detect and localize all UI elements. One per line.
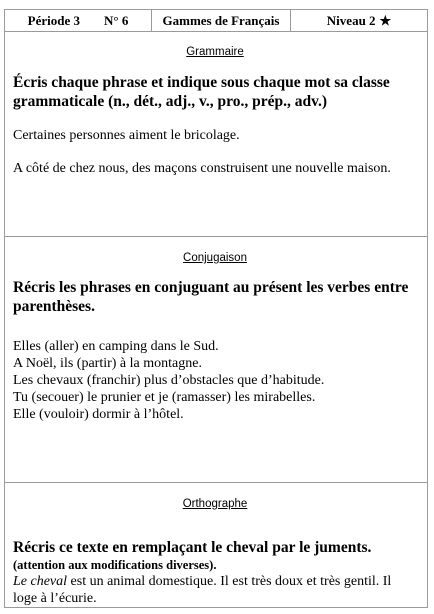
grammaire-sentence: Certaines personnes aiment le bricolage. bbox=[13, 128, 240, 143]
grammaire-instruction: Écris chaque phrase et indique sous chaque mot sa classe grammaticale (n., dét., adj., v., pro., prép., adv.) bbox=[13, 74, 390, 110]
star-icon: ★ bbox=[379, 12, 392, 28]
orthographe-instruction: Récris ce texte en remplaçant le cheval par le juments. bbox=[13, 539, 372, 556]
section-title-orthographe: Orthographe bbox=[182, 498, 248, 510]
section-grammaire bbox=[5, 31, 427, 237]
header-row bbox=[5, 10, 427, 32]
conjugaison-sentence: Elle (vouloir) dormir à l’hôtel. bbox=[13, 407, 184, 422]
section-orthographe bbox=[5, 483, 427, 607]
conjugaison-sentence: Elles (aller) en camping dans le Sud. bbox=[13, 339, 219, 354]
conjugaison-sentence: Tu (secouer) le prunier et je (ramasser) les mirabelles. bbox=[13, 390, 316, 405]
conjugaison-instruction-line2: parenthèses. bbox=[13, 298, 95, 315]
conjugaison-sentence: Les chevaux (franchir) plus d’obstacles que d’habitude. bbox=[13, 373, 325, 388]
conjugaison-instruction-line1: Récris les phrases en conjuguant au présent les verbes entre bbox=[13, 279, 409, 296]
orthographe-text-rest: est un animal domestique. Il est très doux et très gentil. Il loge à l’écurie. bbox=[13, 574, 392, 606]
section-conjugaison bbox=[5, 237, 427, 483]
orthographe-text bbox=[13, 573, 417, 607]
worksheet bbox=[4, 9, 428, 608]
header-title: Gammes de Français bbox=[152, 10, 291, 31]
orthographe-text-italic: Le cheval bbox=[13, 574, 68, 589]
conjugaison-sentences bbox=[13, 338, 417, 423]
section-title-grammaire: Grammaire bbox=[186, 46, 244, 58]
niveau-label: Niveau 2 bbox=[326, 12, 376, 28]
grammaire-sentence: A côté de chez nous, des maçons construisent une nouvelle maison. bbox=[13, 161, 391, 176]
orthographe-note: (attention aux modifications diverses). bbox=[13, 558, 217, 572]
conjugaison-sentence: A Noël, ils (partir) à la montagne. bbox=[13, 356, 202, 371]
numero-label: N° 6 bbox=[104, 12, 129, 28]
header-periode-numero bbox=[5, 10, 152, 31]
section-title-conjugaison: Conjugaison bbox=[183, 252, 247, 264]
periode-label: Période 3 bbox=[27, 12, 80, 28]
header-niveau bbox=[291, 10, 427, 31]
